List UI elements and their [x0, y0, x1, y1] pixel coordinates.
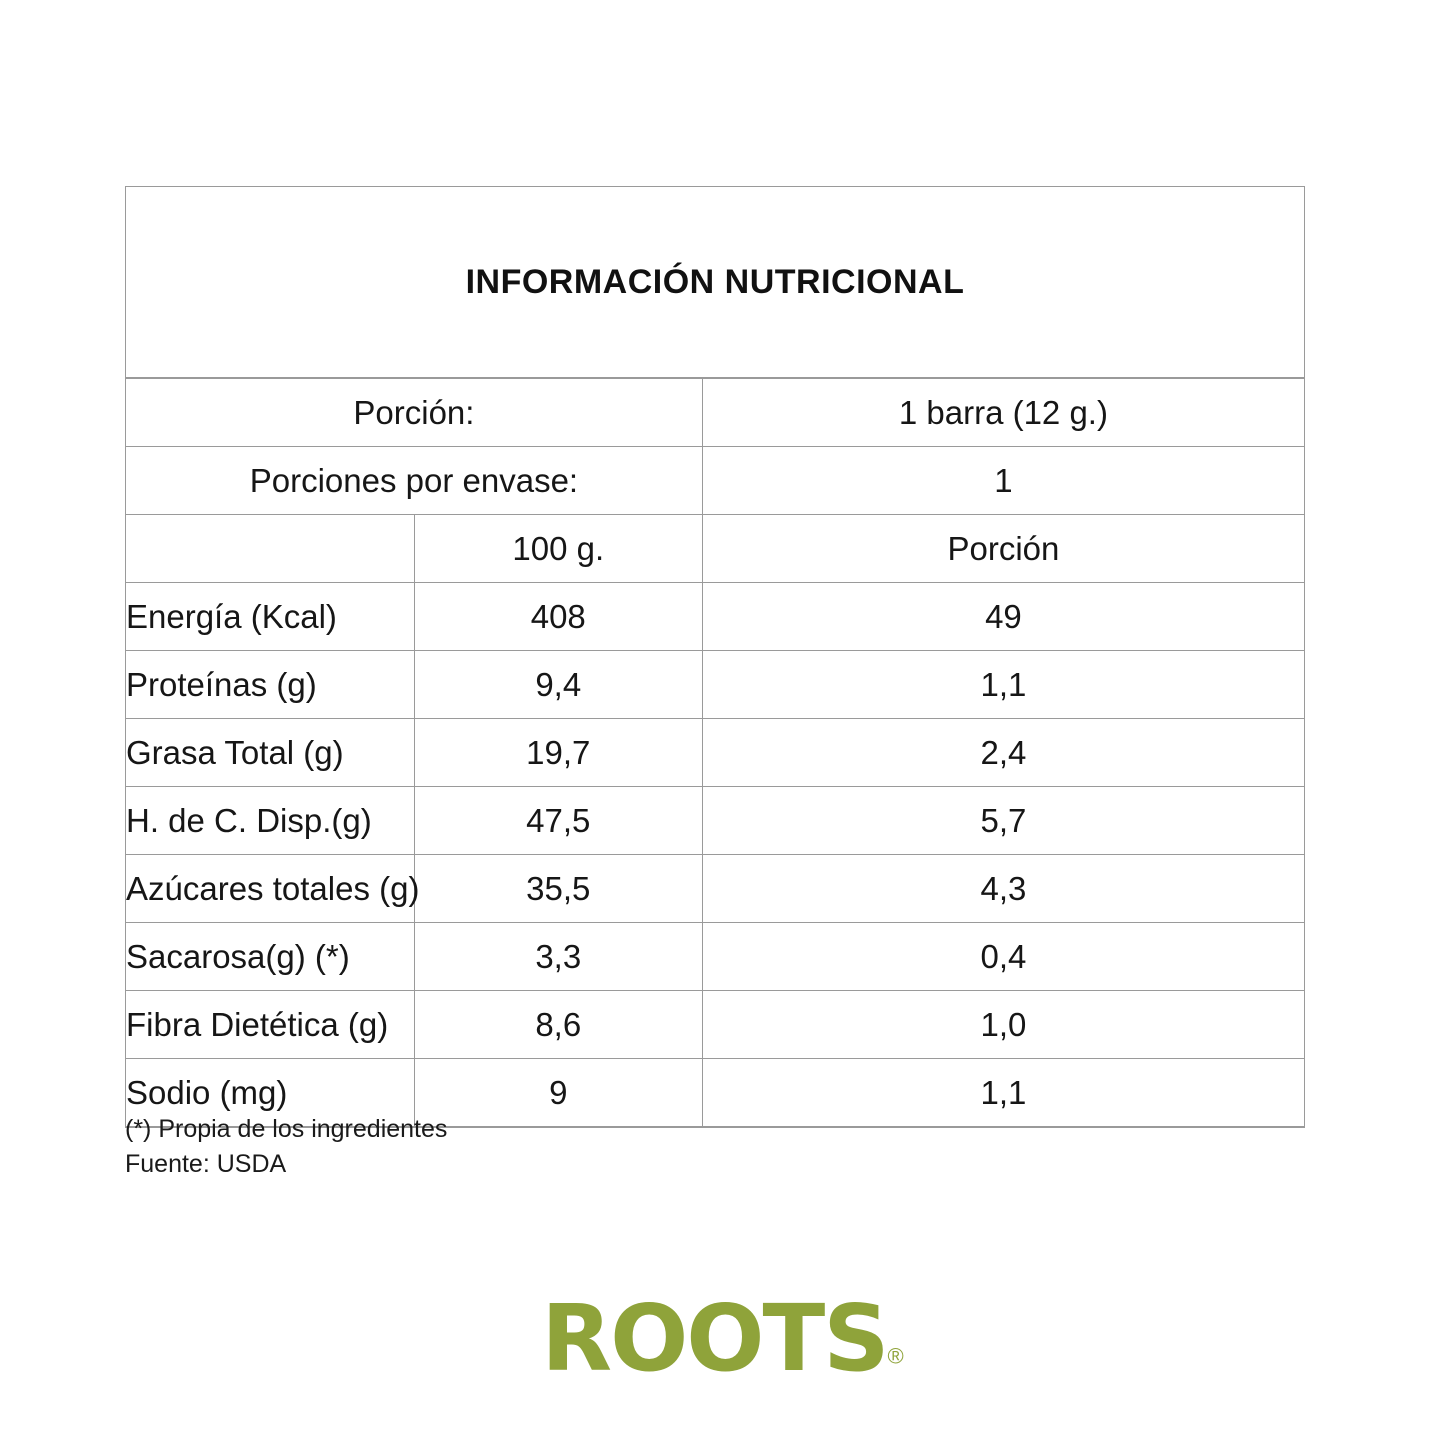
column-header-serving: Porción [702, 515, 1304, 583]
nutrient-name: Sodio (mg) [126, 1059, 414, 1127]
nutrient-name: Azúcares totales (g) [126, 855, 414, 923]
table-row [126, 583, 1304, 651]
serving-label: Porción: [126, 379, 702, 447]
table-row [126, 855, 1304, 923]
brand-logo [0, 1285, 1445, 1392]
table-row [126, 991, 1304, 1059]
nutrient-per-100g: 408 [414, 583, 702, 651]
nutrient-name: Sacarosa(g) (*) [126, 923, 414, 991]
footnotes [125, 1112, 447, 1181]
nutrient-per-100g: 9,4 [414, 651, 702, 719]
nutrient-per-100g: 35,5 [414, 855, 702, 923]
panel-title-row [126, 187, 1304, 378]
registered-mark: ® [887, 1343, 904, 1369]
brand-name: ROOTS [541, 1285, 888, 1392]
nutrient-per-serving: 49 [702, 583, 1304, 651]
nutrient-per-serving: 2,4 [702, 719, 1304, 787]
nutrient-per-100g: 8,6 [414, 991, 702, 1059]
nutrient-per-serving: 5,7 [702, 787, 1304, 855]
nutrient-name: Grasa Total (g) [126, 719, 414, 787]
serving-value: 1 barra (12 g.) [702, 379, 1304, 447]
nutrient-name: Energía (Kcal) [126, 583, 414, 651]
column-header-100g: 100 g. [414, 515, 702, 583]
footnote-sucrose: (*) Propia de los ingredientes [125, 1115, 448, 1143]
footnote-source: Fuente: USDA [125, 1149, 287, 1178]
table-row [126, 923, 1304, 991]
table-row [126, 719, 1304, 787]
table-header-row [126, 515, 1304, 583]
nutrient-per-serving: 1,1 [702, 651, 1304, 719]
table-row [126, 787, 1304, 855]
nutrient-name: H. de C. Disp.(g) [126, 787, 414, 855]
table-row [126, 651, 1304, 719]
nutrient-per-100g: 9 [414, 1059, 702, 1127]
table-row-serving [126, 379, 1304, 447]
nutrient-per-serving: 1,0 [702, 991, 1304, 1059]
nutrient-per-serving: 0,4 [702, 923, 1304, 991]
nutrient-per-serving: 1,1 [702, 1059, 1304, 1127]
nutrient-per-100g: 19,7 [414, 719, 702, 787]
nutrition-facts-panel [125, 186, 1305, 1128]
servings-per-container-value: 1 [702, 447, 1304, 515]
page-title: INFORMACIÓN NUTRICIONAL [465, 262, 965, 301]
nutrient-name: Proteínas (g) [126, 651, 414, 719]
column-header-blank [126, 515, 414, 583]
nutrition-table [126, 378, 1304, 1127]
nutrient-per-serving: 4,3 [702, 855, 1304, 923]
servings-per-container-label: Porciones por envase: [126, 447, 702, 515]
nutrient-per-100g: 3,3 [414, 923, 702, 991]
nutrient-name: Fibra Dietética (g) [126, 991, 414, 1059]
table-row-servings-per-container [126, 447, 1304, 515]
nutrient-per-100g: 47,5 [414, 787, 702, 855]
